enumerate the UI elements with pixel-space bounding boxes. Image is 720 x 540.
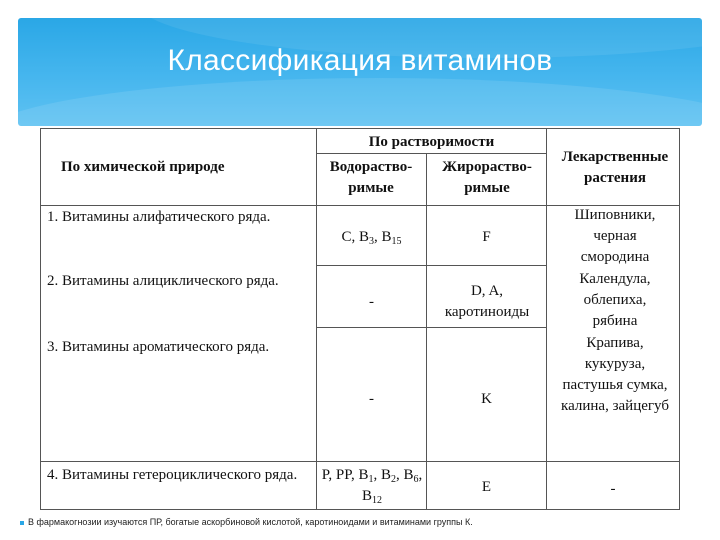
bullet-icon	[20, 521, 24, 525]
header-fat-soluble: Жирораство-римые	[442, 159, 532, 196]
plants-group-1: Шиповники, черная смородина	[574, 207, 656, 265]
header-chemical-nature: По химической природе	[61, 159, 225, 175]
footnote	[20, 517, 473, 527]
row-name-alicyclic: 2. Витамины алициклического ряда.	[47, 273, 279, 289]
row-name-aromatic: 3. Витамины ароматического ряда.	[47, 339, 270, 355]
row-name-heterocyclic: 4. Витамины гетероциклического ряда.	[47, 467, 298, 483]
page-title: Классификация витаминов	[167, 44, 553, 77]
water-soluble-aromatic: -	[369, 391, 374, 407]
fat-soluble-aliphatic: F	[482, 229, 491, 245]
water-soluble-alicyclic: -	[369, 294, 374, 310]
banner-decoration	[18, 78, 702, 126]
plants-group-3: Крапива, кукуруза, пастушья сумка, калина, зайцегуб	[561, 335, 669, 414]
plants-group-2: Календула, облепиха, рябина	[579, 271, 651, 329]
footnote-text: В фармакогнозии изучаются ПР, богатые аскорбиновой кислотой, каротиноидами и витаминами группы К.	[28, 517, 473, 527]
header-medicinal-plants: Лекарственные растения	[561, 149, 669, 186]
row-name-aliphatic: 1. Витамины алифатического ряда.	[47, 209, 271, 225]
vitamin-table	[40, 128, 680, 510]
fat-soluble-aromatic: K	[481, 391, 492, 407]
water-soluble-aliphatic: C, $B_3$, $B_{15}$	[341, 229, 402, 247]
plants-group-4: -	[610, 481, 616, 497]
fat-soluble-alicyclic: D, A, каротиноиды	[444, 283, 530, 320]
header-water-soluble: Водораство-римые	[329, 159, 413, 196]
water-soluble-heterocyclic: P, PP, $B_1$, $B_2$, $B_6$, $B_{12}$	[321, 467, 423, 506]
header-solubility: По растворимости	[368, 134, 495, 150]
fat-soluble-heterocyclic: E	[481, 479, 492, 495]
